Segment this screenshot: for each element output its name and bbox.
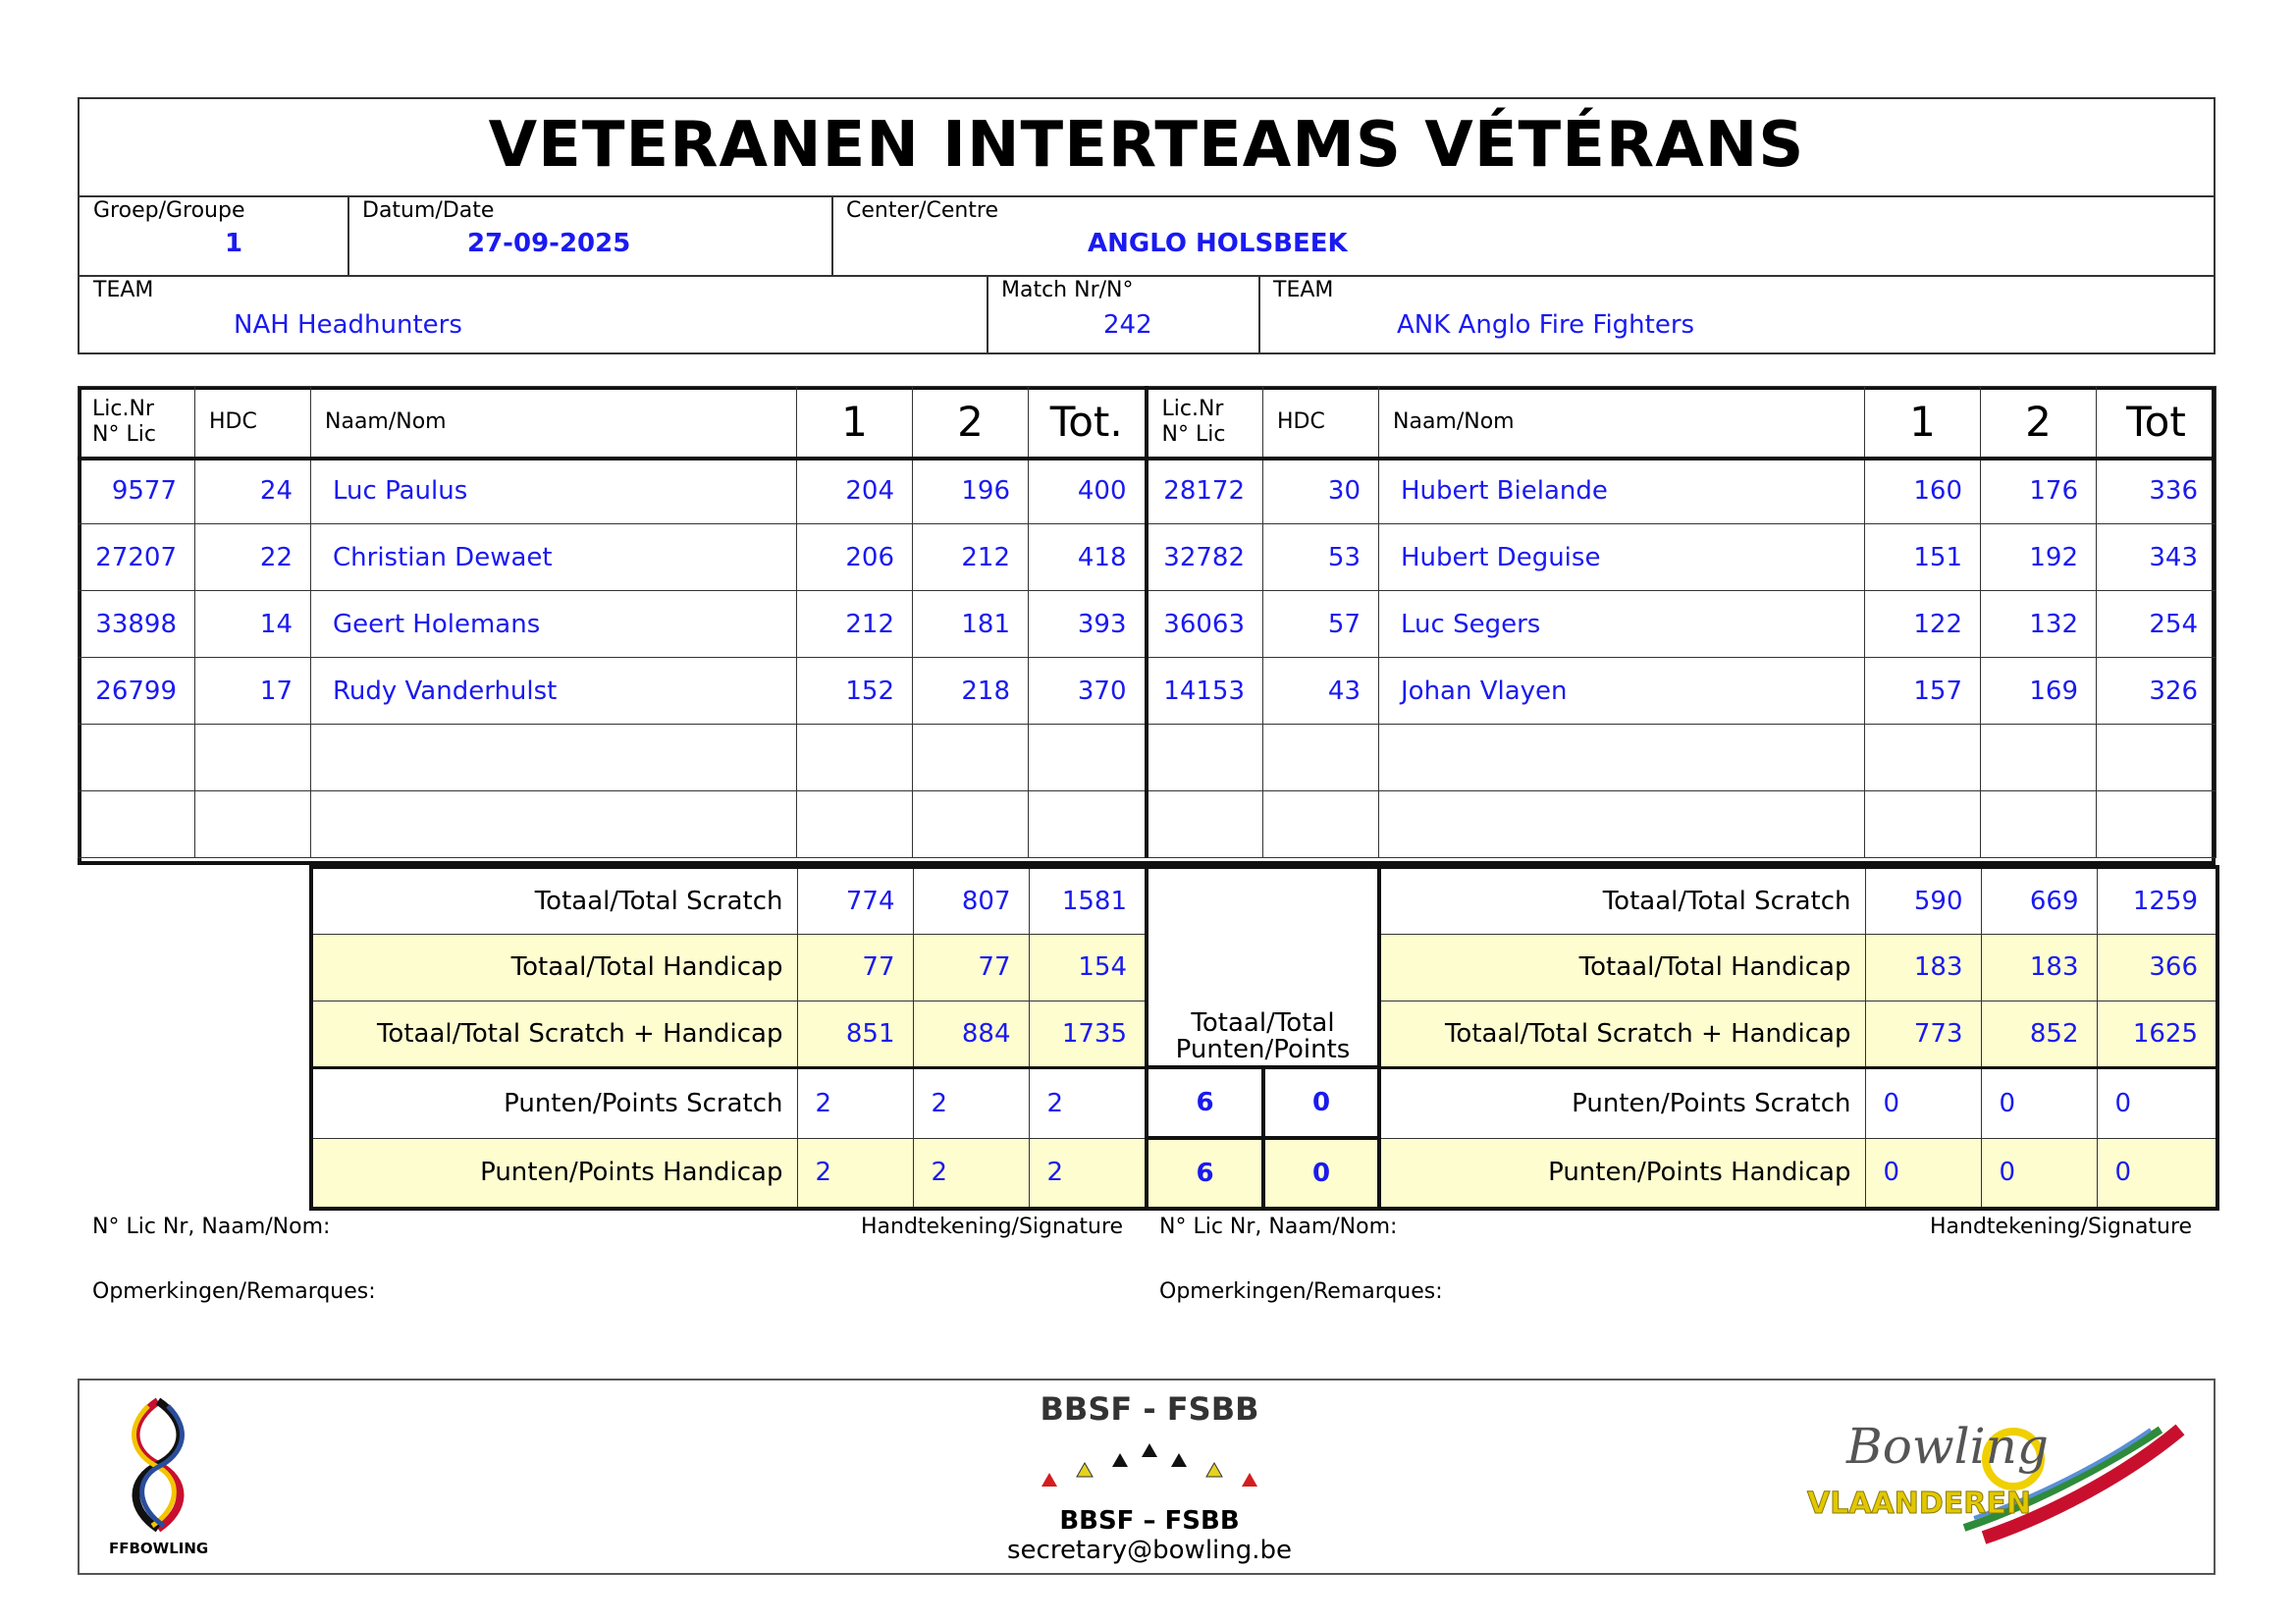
- table-header-row: [79, 387, 2216, 458]
- col-total-header: Tot: [2097, 387, 2216, 458]
- player-game1: 152: [797, 658, 913, 725]
- player-game2: 196: [913, 458, 1029, 524]
- ffbowling-emblem-icon: [109, 1396, 207, 1534]
- player-total: [2097, 725, 2216, 791]
- divider: [347, 195, 349, 275]
- left-signature-label: Handtekening/Signature: [861, 1215, 1124, 1239]
- total-scratch-handicap-label: Totaal/Total Scratch + Handicap: [311, 1001, 797, 1067]
- col-game2-header: 2: [913, 387, 1029, 458]
- player-lic: [79, 791, 195, 858]
- right-handicap-g1: 183: [1865, 934, 1981, 1001]
- player-name: [1379, 791, 1865, 858]
- left-sh-g1: 851: [797, 1001, 913, 1067]
- total-scratch-row: [311, 867, 2217, 934]
- player-name: [311, 725, 797, 791]
- right-pts-handicap-total: 0: [2097, 1138, 2217, 1209]
- right-pts-handicap-g2: 0: [1981, 1138, 2097, 1209]
- bbsf-logo-text: BBSF - FSBB: [1040, 1390, 1259, 1428]
- left-scratch-total: 1581: [1029, 867, 1147, 934]
- left-pts-scratch-g1: 2: [797, 1067, 913, 1138]
- footer: [78, 1379, 2216, 1575]
- center-label: Center/Centre: [846, 198, 999, 223]
- center-value: ANGLO HOLSBEEK: [1088, 229, 1348, 258]
- divider: [80, 275, 2214, 277]
- player-game2: 192: [1981, 524, 2097, 591]
- right-scratch-total: 1259: [2097, 867, 2217, 934]
- player-name: Luc Segers: [1379, 591, 1865, 658]
- team-right-label: TEAM: [1273, 278, 1334, 302]
- ffbowling-text: FFBOWLING: [109, 1540, 209, 1557]
- player-total: 393: [1029, 591, 1147, 658]
- player-lic: 27207: [79, 524, 195, 591]
- team-left-label: TEAM: [93, 278, 154, 302]
- col-lic-header: Lic.Nr N° Lic: [1147, 387, 1263, 458]
- right-pts-scratch-total: 0: [2097, 1067, 2217, 1138]
- player-game1: [1865, 725, 1981, 791]
- player-row: [79, 658, 2216, 725]
- player-name: Geert Holemans: [311, 591, 797, 658]
- group-label: Groep/Groupe: [93, 198, 245, 223]
- right-lic-name-label: N° Lic Nr, Naam/Nom:: [1159, 1215, 1398, 1239]
- ffbowling-logo: [109, 1396, 207, 1573]
- player-game1: 122: [1865, 591, 1981, 658]
- player-game2: [1981, 725, 2097, 791]
- player-total: 326: [2097, 658, 2216, 725]
- right-pts-scratch-g2: 0: [1981, 1067, 2097, 1138]
- player-game1: 160: [1865, 458, 1981, 524]
- header-block: [78, 97, 2216, 354]
- points-scratch-right-total: 0: [1263, 1067, 1379, 1138]
- right-scratch-g1: 590: [1865, 867, 1981, 934]
- page-title: VETERANEN INTERTEAMS VÉTÉRANS: [488, 109, 1805, 182]
- player-name: [1379, 725, 1865, 791]
- col-name-header: Naam/Nom: [311, 387, 797, 458]
- player-hdc: 30: [1263, 458, 1379, 524]
- points-scratch-label: Punten/Points Scratch: [311, 1067, 797, 1138]
- team-right-value: ANK Anglo Fire Fighters: [1397, 310, 1695, 340]
- bbsf-logo: [1002, 1390, 1297, 1500]
- player-hdc: [195, 791, 311, 858]
- player-game2: 212: [913, 524, 1029, 591]
- org-name: BBSF – FSBB: [1059, 1506, 1240, 1536]
- player-row: [79, 591, 2216, 658]
- left-sh-g2: 884: [913, 1001, 1029, 1067]
- left-pts-handicap-g2: 2: [913, 1138, 1029, 1209]
- player-row: [79, 791, 2216, 858]
- org-email: secretary@bowling.be: [1006, 1536, 1293, 1565]
- player-game1: 151: [1865, 524, 1981, 591]
- points-scratch-row: [311, 1067, 2217, 1138]
- player-game2: 169: [1981, 658, 2097, 725]
- right-pts-scratch-g1: 0: [1865, 1067, 1981, 1138]
- vlaanderen-logo-top: Bowling: [1846, 1418, 2049, 1475]
- player-total: [1029, 791, 1147, 858]
- player-lic: 36063: [1147, 591, 1263, 658]
- date-value: 27-09-2025: [467, 229, 631, 258]
- player-hdc: 57: [1263, 591, 1379, 658]
- player-game2: [1981, 791, 2097, 858]
- totals-table: [309, 865, 2219, 1211]
- left-pts-scratch-total: 2: [1029, 1067, 1147, 1138]
- points-handicap-left-total: 6: [1147, 1138, 1263, 1209]
- col-game2-header: 2: [1981, 387, 2097, 458]
- divider: [987, 275, 988, 354]
- player-lic: 14153: [1147, 658, 1263, 725]
- player-hdc: 53: [1263, 524, 1379, 591]
- divider: [78, 457, 2216, 460]
- player-lic: 33898: [79, 591, 195, 658]
- right-signature-label: Handtekening/Signature: [1930, 1215, 2193, 1239]
- player-game1: 204: [797, 458, 913, 524]
- left-handicap-g1: 77: [797, 934, 913, 1001]
- player-hdc: 17: [195, 658, 311, 725]
- col-hdc-header: HDC: [195, 387, 311, 458]
- player-game1: 206: [797, 524, 913, 591]
- player-name: Luc Paulus: [311, 458, 797, 524]
- col-hdc-header: HDC: [1263, 387, 1379, 458]
- group-value: 1: [225, 229, 243, 258]
- player-total: 336: [2097, 458, 2216, 524]
- points-handicap-row: [311, 1138, 2217, 1209]
- date-label: Datum/Date: [362, 198, 495, 223]
- left-scratch-g1: 774: [797, 867, 913, 934]
- player-name: Hubert Deguise: [1379, 524, 1865, 591]
- match-value: 242: [1103, 310, 1152, 340]
- player-lic: 9577: [79, 458, 195, 524]
- player-name: [311, 791, 797, 858]
- total-scratch-handicap-label: Totaal/Total Scratch + Handicap: [1379, 1001, 1865, 1067]
- player-game2: [913, 725, 1029, 791]
- player-lic: [1147, 791, 1263, 858]
- player-game1: 157: [1865, 658, 1981, 725]
- points-scratch-label: Punten/Points Scratch: [1379, 1067, 1865, 1138]
- player-game1: [797, 725, 913, 791]
- player-total: 254: [2097, 591, 2216, 658]
- player-total: 370: [1029, 658, 1147, 725]
- right-remarks-label: Opmerkingen/Remarques:: [1159, 1279, 1443, 1304]
- right-handicap-total: 366: [2097, 934, 2217, 1001]
- left-pts-handicap-total: 2: [1029, 1138, 1147, 1209]
- player-lic: [79, 725, 195, 791]
- total-scratch-label: Totaal/Total Scratch: [311, 867, 797, 934]
- points-scratch-left-total: 6: [1147, 1067, 1263, 1138]
- left-pts-handicap-g1: 2: [797, 1138, 913, 1209]
- left-handicap-total: 154: [1029, 934, 1147, 1001]
- total-scratch-label: Totaal/Total Scratch: [1379, 867, 1865, 934]
- player-game1: 212: [797, 591, 913, 658]
- right-sh-g1: 773: [1865, 1001, 1981, 1067]
- divider: [80, 195, 2214, 197]
- bowling-pins-icon: [1022, 1428, 1277, 1496]
- col-game1-header: 1: [1865, 387, 1981, 458]
- player-name: Johan Vlayen: [1379, 658, 1865, 725]
- player-hdc: 14: [195, 591, 311, 658]
- left-remarks-label: Opmerkingen/Remarques:: [92, 1279, 376, 1304]
- col-game1-header: 1: [797, 387, 913, 458]
- right-scratch-g2: 669: [1981, 867, 2097, 934]
- right-handicap-g2: 183: [1981, 934, 2097, 1001]
- player-name: Hubert Bielande: [1379, 458, 1865, 524]
- player-lic: [1147, 725, 1263, 791]
- player-game2: 218: [913, 658, 1029, 725]
- total-handicap-label: Totaal/Total Handicap: [311, 934, 797, 1001]
- player-total: 418: [1029, 524, 1147, 591]
- col-lic-header: Lic.Nr N° Lic: [79, 387, 195, 458]
- player-hdc: 24: [195, 458, 311, 524]
- player-total: [2097, 791, 2216, 858]
- total-handicap-label: Totaal/Total Handicap: [1379, 934, 1865, 1001]
- left-sh-total: 1735: [1029, 1001, 1147, 1067]
- total-points-label: Totaal/Total Punten/Points: [1147, 867, 1379, 1067]
- col-name-header: Naam/Nom: [1379, 387, 1865, 458]
- divider: [831, 195, 833, 275]
- player-lic: 26799: [79, 658, 195, 725]
- player-total: [1029, 725, 1147, 791]
- right-sh-total: 1625: [2097, 1001, 2217, 1067]
- player-hdc: [1263, 725, 1379, 791]
- player-lic: 32782: [1147, 524, 1263, 591]
- vlaanderen-logo-bottom: VLAANDEREN: [1807, 1487, 2031, 1521]
- player-lic: 28172: [1147, 458, 1263, 524]
- player-row: [79, 458, 2216, 524]
- points-handicap-right-total: 0: [1263, 1138, 1379, 1209]
- player-hdc: [1263, 791, 1379, 858]
- col-total-header: Tot.: [1029, 387, 1147, 458]
- player-game2: 132: [1981, 591, 2097, 658]
- points-handicap-label: Punten/Points Handicap: [311, 1138, 797, 1209]
- bowling-vlaanderen-logo: [1807, 1410, 2200, 1557]
- player-name: Rudy Vanderhulst: [311, 658, 797, 725]
- player-total: 400: [1029, 458, 1147, 524]
- divider: [1258, 275, 1260, 354]
- player-game2: [913, 791, 1029, 858]
- left-lic-name-label: N° Lic Nr, Naam/Nom:: [92, 1215, 331, 1239]
- player-game1: [1865, 791, 1981, 858]
- left-scratch-g2: 807: [913, 867, 1029, 934]
- player-hdc: [195, 725, 311, 791]
- points-handicap-label: Punten/Points Handicap: [1379, 1138, 1865, 1209]
- player-hdc: 22: [195, 524, 311, 591]
- player-hdc: 43: [1263, 658, 1379, 725]
- player-game1: [797, 791, 913, 858]
- player-game2: 181: [913, 591, 1029, 658]
- left-handicap-g2: 77: [913, 934, 1029, 1001]
- player-row: [79, 725, 2216, 791]
- player-game2: 176: [1981, 458, 2097, 524]
- match-label: Match Nr/N°: [1001, 278, 1134, 302]
- right-sh-g2: 852: [1981, 1001, 2097, 1067]
- player-row: [79, 524, 2216, 591]
- team-left-value: NAH Headhunters: [234, 310, 462, 340]
- player-name: Christian Dewaet: [311, 524, 797, 591]
- left-pts-scratch-g2: 2: [913, 1067, 1029, 1138]
- right-pts-handicap-g1: 0: [1865, 1138, 1981, 1209]
- player-total: 343: [2097, 524, 2216, 591]
